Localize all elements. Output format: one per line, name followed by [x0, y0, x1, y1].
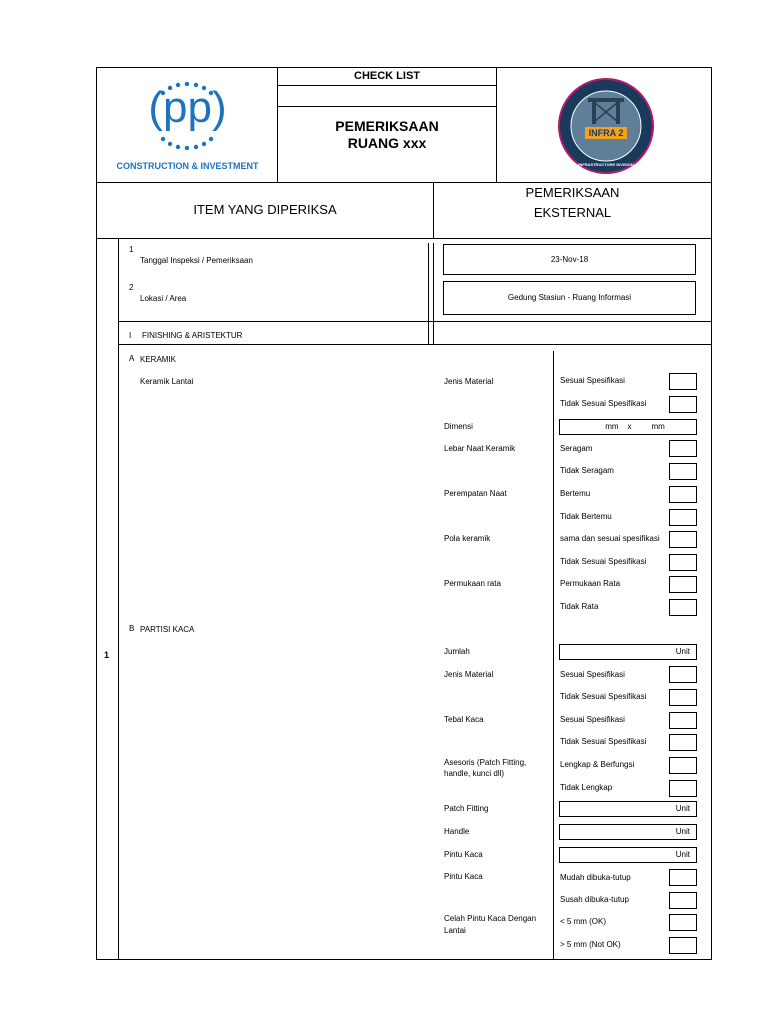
- frame-right: [711, 67, 712, 960]
- sub-letter: A: [129, 354, 135, 363]
- option-label: sama dan sesuai spesifikasi: [560, 534, 660, 543]
- info-value-box[interactable]: [443, 244, 696, 275]
- option-checkbox[interactable]: [669, 486, 697, 503]
- option-label: Sesuai Spesifikasi: [560, 376, 625, 385]
- unit-field[interactable]: Unit: [559, 847, 697, 863]
- check-label: Perempatan Naat: [444, 489, 507, 498]
- option-checkbox[interactable]: [669, 914, 697, 931]
- option-checkbox[interactable]: [669, 780, 697, 797]
- option-checkbox[interactable]: [669, 937, 697, 954]
- option-checkbox[interactable]: [669, 689, 697, 706]
- check-label: Handle: [444, 827, 470, 836]
- sub-item: Keramik Lantai: [140, 377, 194, 386]
- option-checkbox[interactable]: [669, 734, 697, 751]
- check-label: Jenis Material: [444, 670, 494, 679]
- divider: [277, 106, 497, 107]
- sub-title: KERAMIK: [140, 355, 177, 364]
- frame-bottom: [96, 959, 712, 960]
- option-label: Sesuai Spesifikasi: [560, 715, 625, 724]
- row-number: 1: [104, 650, 110, 660]
- divider: [433, 243, 434, 344]
- option-checkbox[interactable]: [669, 666, 697, 683]
- info-label: Lokasi / Area: [140, 294, 187, 303]
- unit-field[interactable]: Unit: [559, 824, 697, 840]
- option-checkbox[interactable]: [669, 554, 697, 571]
- option-label: Lengkap & Berfungsi: [560, 760, 635, 769]
- info-num: 1: [129, 245, 134, 254]
- option-label: Tidak Sesuai Spesifikasi: [560, 399, 647, 408]
- option-checkbox[interactable]: [669, 892, 697, 909]
- option-label: Susah dibuka-tutup: [560, 895, 629, 904]
- check-label: Celah Pintu Kaca Dengan: [444, 914, 537, 923]
- check-label: Lebar Naat Keramik: [444, 444, 516, 453]
- sub-letter: B: [129, 624, 135, 633]
- check-label: Asesoris (Patch Fitting,: [444, 758, 527, 767]
- option-label: Mudah dibuka-tutup: [560, 873, 631, 882]
- option-checkbox[interactable]: [669, 373, 697, 390]
- option-checkbox[interactable]: [669, 463, 697, 480]
- option-label: Tidak Sesuai Spesifikasi: [560, 737, 647, 746]
- infra-badge: [556, 76, 656, 176]
- frame-left: [96, 67, 97, 960]
- dimension-field[interactable]: mm x mm: [559, 419, 697, 435]
- infra-badge-ring-text: INFRASTRUCTURE DIVISION: [578, 162, 634, 167]
- option-checkbox[interactable]: [669, 509, 697, 526]
- col-check-title-1: PEMERIKSAAN: [525, 185, 620, 200]
- check-label: handle, kunci dll): [444, 769, 505, 778]
- unit-field[interactable]: Unit: [559, 801, 697, 817]
- page-title-line2: RUANG xxx: [347, 135, 427, 151]
- option-label: Bertemu: [560, 489, 591, 498]
- divider: [96, 182, 712, 183]
- divider: [553, 351, 554, 960]
- option-label: Tidak Lengkap: [560, 783, 613, 792]
- section-num: I: [129, 331, 132, 340]
- check-label: Permukaan rata: [444, 579, 501, 588]
- option-checkbox[interactable]: [669, 396, 697, 413]
- divider: [277, 85, 497, 86]
- option-checkbox[interactable]: [669, 599, 697, 616]
- divider: [118, 321, 712, 322]
- divider: [96, 238, 712, 239]
- option-label: Tidak Sesuai Spesifikasi: [560, 692, 647, 701]
- info-value: 23-Nov-18: [550, 255, 589, 264]
- option-checkbox[interactable]: [669, 440, 697, 457]
- option-checkbox[interactable]: [669, 712, 697, 729]
- unit-field[interactable]: Unit: [559, 644, 697, 660]
- option-label: Permukaan Rata: [560, 579, 621, 588]
- option-label: > 5 mm (Not OK): [560, 940, 621, 949]
- info-value: Gedung Stasiun - Ruang Informasi: [507, 293, 632, 302]
- check-label: Jumlah: [444, 647, 470, 656]
- info-value-box[interactable]: [443, 281, 696, 315]
- info-num: 2: [129, 283, 134, 292]
- divider: [118, 238, 119, 960]
- col-item-title: ITEM YANG DIPERIKSA: [193, 202, 337, 217]
- check-label: Dimensi: [444, 422, 473, 431]
- option-label: Tidak Seragam: [560, 466, 614, 475]
- section-title: FINISHING & ARISTEKTUR: [142, 331, 243, 340]
- check-label: Tebal Kaca: [444, 715, 484, 724]
- divider: [428, 243, 429, 344]
- check-label: Patch Fitting: [444, 804, 489, 813]
- option-checkbox[interactable]: [669, 576, 697, 593]
- option-label: Seragam: [560, 444, 593, 453]
- logo-caption: CONSTRUCTION & INVESTMENT: [116, 161, 259, 171]
- option-label: Tidak Bertemu: [560, 512, 612, 521]
- option-label: Tidak Rata: [560, 602, 599, 611]
- option-label: < 5 mm (OK): [560, 917, 607, 926]
- option-checkbox[interactable]: [669, 531, 697, 548]
- page-title-line1: PEMERIKSAAN: [335, 118, 439, 134]
- check-label: Pintu Kaca: [444, 850, 483, 859]
- option-checkbox[interactable]: [669, 869, 697, 886]
- option-label: Sesuai Spesifikasi: [560, 670, 625, 679]
- checklist-label: CHECK LIST: [354, 70, 420, 82]
- check-label: Jenis Material: [444, 377, 494, 386]
- sub-title: PARTISI KACA: [140, 625, 195, 634]
- frame-top: [96, 67, 712, 68]
- infra-badge-icon: [556, 76, 656, 176]
- pp-logo-text: (pp): [148, 83, 227, 132]
- infra-badge-label: INFRA 2: [588, 128, 624, 138]
- check-label: Pintu Kaca: [444, 872, 483, 881]
- divider: [118, 344, 712, 345]
- option-checkbox[interactable]: [669, 757, 697, 774]
- option-label: Tidak Sesuai Spesifikasi: [560, 557, 647, 566]
- check-label: Lantai: [444, 926, 466, 935]
- info-label: Tanggal Inspeksi / Pemeriksaan: [140, 256, 253, 265]
- col-check-title-2: EKSTERNAL: [533, 205, 612, 220]
- check-label: Pola keramik: [444, 534, 491, 543]
